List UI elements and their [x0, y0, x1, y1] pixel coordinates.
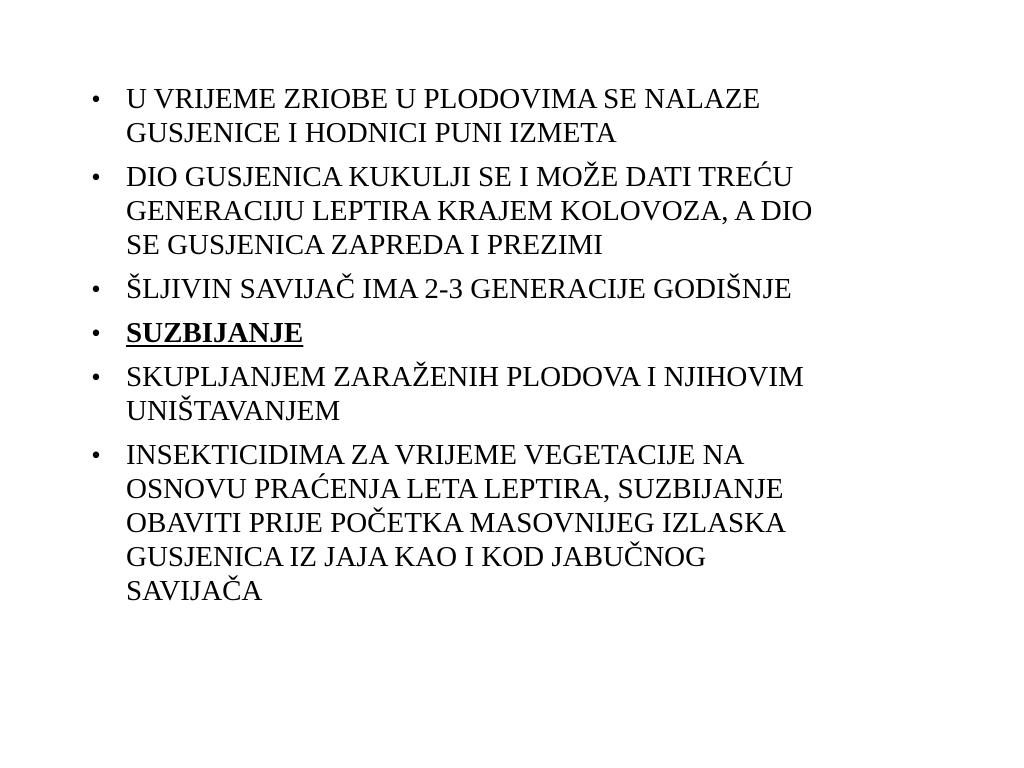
bullet-line: INSEKTICIDIMA ZA VRIJEME VEGETACIJE NA	[126, 439, 745, 471]
bullet-line: SE GUSJENICA ZAPREDA I PREZIMI	[126, 229, 603, 261]
bullet-marker: •	[91, 274, 101, 304]
bullet-line: GENERACIJU LEPTIRA KRAJEM KOLOVOZA, A DIO	[126, 195, 813, 227]
bullet-item-heading	[86, 316, 966, 350]
bullet-line: SKUPLJANJEM ZARAŽENIH PLODOVA I NJIHOVIM	[126, 361, 804, 393]
bullet-line: DIO GUSJENICA KUKULJI SE I MOŽE DATI TREĆU	[126, 161, 794, 193]
bullet-item-5	[86, 360, 966, 428]
bullet-line: OSNOVU PRAĆENJA LETA LEPTIRA, SUZBIJANJE	[126, 473, 784, 505]
bullet-marker: •	[91, 162, 101, 192]
bullet-item-3	[86, 272, 966, 306]
bullet-item-1	[86, 82, 966, 150]
bullet-line: GUSJENICE I HODNICI PUNI IZMETA	[126, 117, 617, 149]
bullet-line: UNIŠTAVANJEM	[126, 395, 341, 427]
bullet-marker: •	[91, 318, 101, 348]
bullet-marker: •	[91, 84, 101, 114]
bullet-line: GUSJENICA IZ JAJA KAO I KOD JABUČNOG	[126, 541, 707, 573]
bullet-list	[86, 82, 966, 618]
bullet-line: ŠLJIVIN SAVIJAČ IMA 2-3 GENERACIJE GODIŠNJE	[126, 273, 792, 305]
bullet-marker: •	[91, 362, 101, 392]
bullet-line: SAVIJAČA	[126, 575, 263, 607]
bullet-marker: •	[91, 440, 101, 470]
bullet-item-2	[86, 160, 966, 262]
bullet-item-6	[86, 438, 966, 608]
section-heading: SUZBIJANJE	[126, 317, 304, 349]
bullet-line: OBAVITI PRIJE POČETKA MASOVNIJEG IZLASKA	[126, 507, 787, 539]
bullet-line: U VRIJEME ZRIOBE U PLODOVIMA SE NALAZE	[126, 83, 761, 115]
